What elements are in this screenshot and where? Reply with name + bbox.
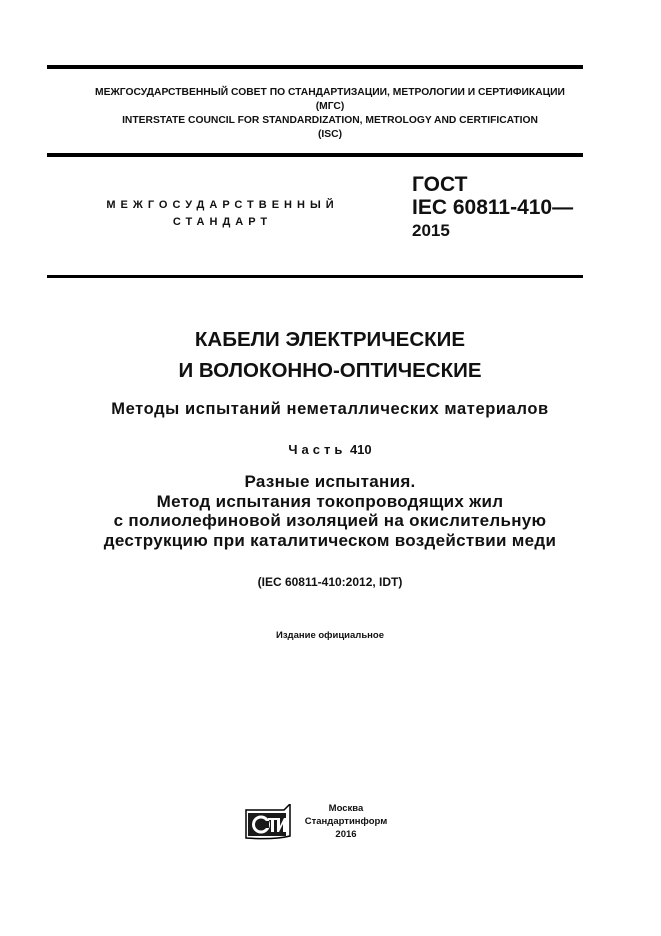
- gost-label: ГОСТ: [412, 173, 468, 196]
- part-title-line: Разные испытания.: [244, 472, 416, 491]
- gost-number: IEC 60811-410—: [412, 196, 574, 219]
- document-subtitle: Методы испытаний неметаллических материалов: [111, 400, 549, 418]
- standard-type-line1: МЕЖГОСУДАРСТВЕННЫЙ: [106, 199, 339, 211]
- standard-type-line2: СТАНДАРТ: [172, 216, 273, 228]
- publisher-year: 2016: [335, 829, 357, 840]
- top-rule: [47, 65, 583, 69]
- gost-designation: [412, 174, 573, 242]
- publisher-city: Москва: [328, 803, 364, 814]
- standard-type: [90, 197, 355, 231]
- part-label: Часть: [288, 442, 347, 457]
- council-header: [40, 86, 620, 142]
- edition-note: Издание официальное: [276, 630, 384, 641]
- iec-reference: (IEC 60811-410:2012, IDT): [257, 575, 403, 589]
- header-divider: [47, 153, 583, 157]
- document-title: [40, 324, 620, 386]
- part-number: 410: [349, 442, 372, 457]
- part-heading: [40, 441, 620, 459]
- publisher-info: [296, 802, 396, 841]
- council-en-name: INTERSTATE COUNCIL FOR STANDARDIZATION, METROLOGY AND CERTIFICATION: [122, 115, 538, 126]
- publisher-name: Стандартинформ: [304, 816, 388, 827]
- council-ru-abbr: (МГС): [315, 101, 345, 112]
- standartinform-logo-icon: [244, 804, 292, 842]
- council-en-abbr: (ISC): [317, 129, 343, 140]
- part-title-line: Метод испытания токопроводящих жил: [156, 491, 504, 511]
- title-line-2: И ВОЛОКОННО-ОПТИЧЕСКИЕ: [178, 359, 482, 382]
- part-title: [30, 472, 630, 550]
- title-line-1: КАБЕЛИ ЭЛЕКТРИЧЕСКИЕ: [194, 328, 466, 351]
- council-ru-name: МЕЖГОСУДАРСТВЕННЫЙ СОВЕТ ПО СТАНДАРТИЗАЦИИ, МЕТРОЛОГИИ И СЕРТИФИКАЦИИ: [95, 87, 565, 98]
- publisher-block: [240, 802, 410, 846]
- part-title-line: с полиолефиновой изоляцией на окислительную: [113, 511, 547, 530]
- designation-divider: [47, 275, 583, 278]
- part-title-line: деструкцию при каталитическом воздействии меди: [103, 530, 557, 550]
- gost-year: 2015: [412, 221, 450, 240]
